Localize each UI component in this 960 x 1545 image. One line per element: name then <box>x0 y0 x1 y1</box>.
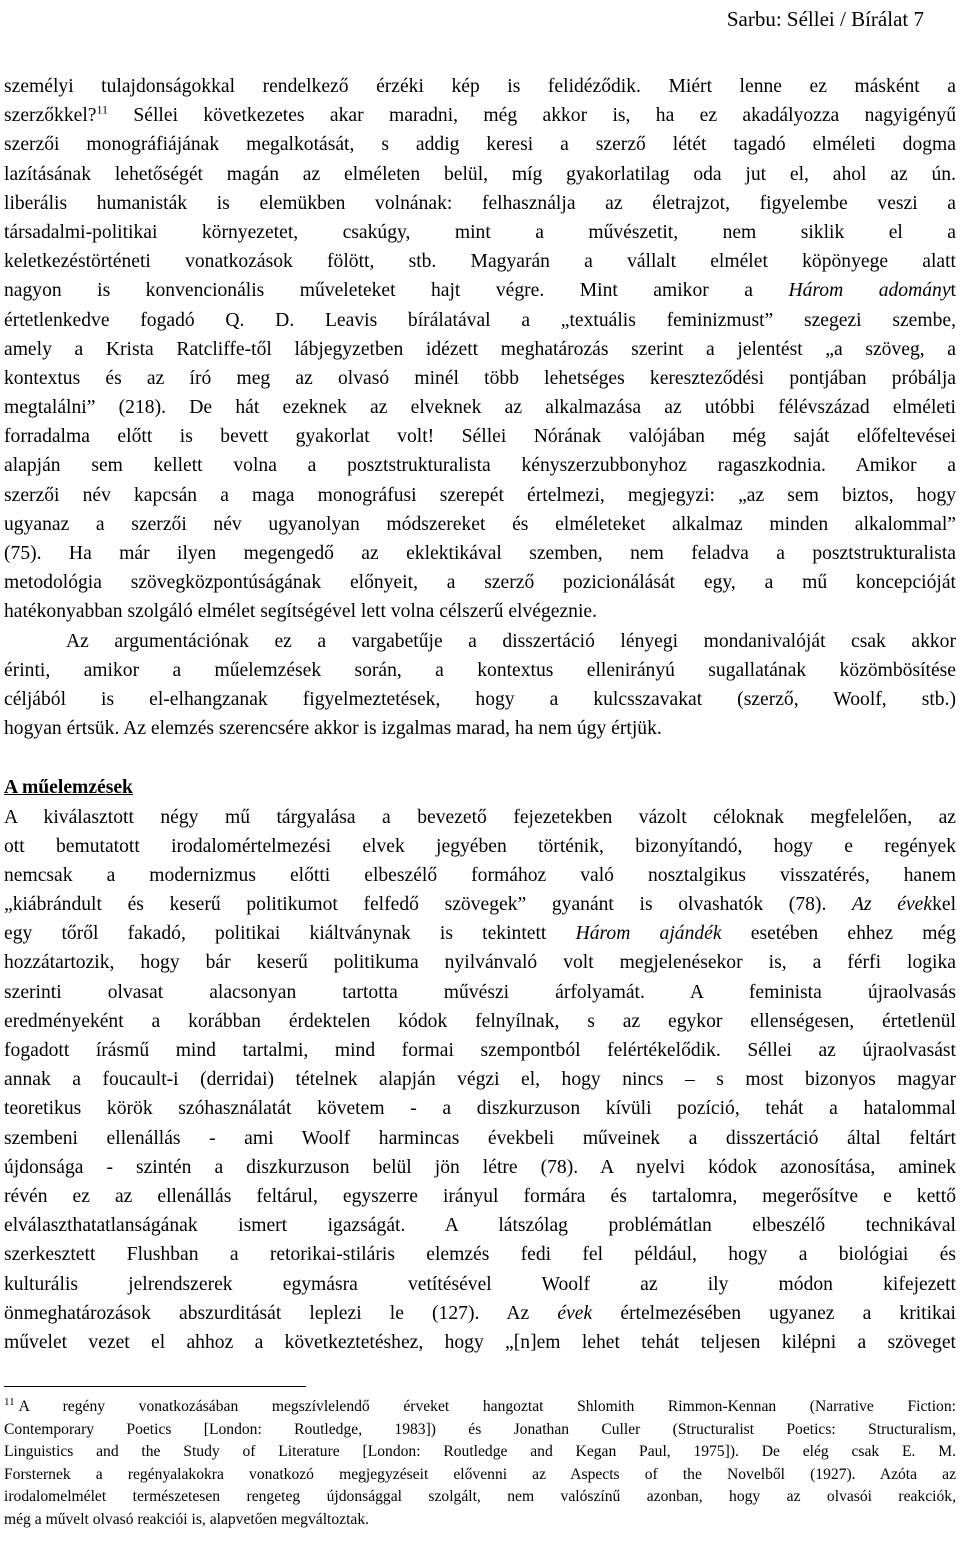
text-line: annak a foucault-i (derridai) tételnek alapján végzi el, hogy nincs – s most bizonyos magyar <box>4 1069 956 1091</box>
text-line: (75). Ha már ilyen megengedő az eklektikával szemben, nem feladva a posztstrukturalista <box>4 543 956 564</box>
text-run: esetében ehhez még <box>750 923 956 945</box>
text-line: szerinti olvasat alacsonyan tartotta művészi árfolyamát. A feminista újraolvasás <box>4 981 956 1003</box>
text-line: társadalmi-politikai környezetet, csakúgy, mint a művészetit, nem siklik el a <box>4 221 956 243</box>
paragraph <box>4 627 956 744</box>
text-line: hogyan értsük. Az elemzés szerencsére akkor is izgalmas marad, ha nem úgy értjük. <box>4 718 662 740</box>
text-line: amely a Krista Ratcliffe-től lábjegyzetben idézett meghatározás szerint a jelentést „a szöveg, a <box>4 338 956 360</box>
text-line: révén ez az ellenállás feltárul, egyszerre irányul formára és tartalomra, megerősítve e kettő <box>4 1185 956 1207</box>
text-run: A regény vonatkozásában megszívlelendő érveket hangoztat Shlomith Rimmon-Kennan (Narrative Fiction: <box>18 1398 956 1415</box>
text-line: fogadott írásmű mind tartalmi, mind formai szempontból felértékelődik. Séllei az újraolvasást <box>4 1040 956 1061</box>
text-line: szerzői monográfiájának megalkotását, s addig keresi a szerző létét tagadó elméleti dogma <box>4 134 956 156</box>
footnote-line: még a művelt olvasó reakciói is, alapvetően megváltoztak. <box>4 1510 370 1528</box>
running-header: Sarbu: Séllei / Bírálat 7 <box>726 7 924 31</box>
text-line: céljából is el-elhangzanak figyelmeztetések, hogy a kulcsszavakat (szerző, Woolf, stb.) <box>4 688 956 710</box>
footnote-line: Linguistics and the Study of Literature [London: Routledge and Kegan Paul, 1975]). De elég csak E. M. <box>4 1443 956 1461</box>
text-line: metodológia szövegközpontúságának előnyeit, a szerző pozicionálását egy, a mű koncepcióját <box>4 572 956 594</box>
text-run: kel <box>932 894 956 916</box>
paragraph <box>4 803 956 1358</box>
footnote-line: irodalomelmélet természetesen rengeteg újdonsággal szolgált, nem valószínű azonban, hogy az olvasói reakciók, <box>4 1488 956 1506</box>
book-title: Az évek <box>852 894 933 916</box>
text-line: kulturális jelrendszerek egymásra vetítésével Woolf az ily módon kifejezett <box>4 1273 956 1295</box>
footnote <box>4 1396 956 1532</box>
book-title: évek <box>557 1302 593 1324</box>
text-line: ott bemutatott irodalomértelmezési elvek jegyében történik, bizonyítandó, hogy e regények <box>4 835 956 857</box>
text-line: művelet vezet el ahhoz a következtetéshez, hogy „[n]em lehet tehát teljesen kilépni a szöveget <box>4 1331 956 1353</box>
text-run: t <box>950 280 956 302</box>
text-line <box>4 1299 956 1328</box>
text-line: szembeni ellenállás - ami Woolf harmincas évekbeli műveinek a disszertáció által feltárt <box>4 1127 956 1149</box>
text-line: érinti, amikor a műelemzések során, a kontextus ellenirányú sugallatának közömbösítése <box>4 659 956 681</box>
text-line: hatékonyabban szolgáló elmélet segítségével lett volna célszerű elvégeznie. <box>4 601 598 623</box>
text-line <box>4 890 956 919</box>
footnote-separator <box>4 1386 306 1387</box>
text-line <box>4 101 956 130</box>
section-heading: A műelemzések <box>4 777 133 799</box>
book-title: Három adomány <box>788 280 951 302</box>
text-run: értelmezésében ugyanez a kritikai <box>620 1302 956 1324</box>
book-title: Három ajándék <box>575 923 722 945</box>
text-line: alapján sem kellett volna a posztstrukturalista kényszerzubbonyhoz ragaszkodnia. Amikor a <box>4 455 956 477</box>
text-line: forradalma előtt is bevett gyakorlat volt! Séllei Nórának valójában még saját előfeltevései <box>4 426 956 448</box>
text-line: ugyanaz a szerzői név ugyanolyan módszereket és elméleteket alkalmaz minden alkalommal” <box>4 513 956 535</box>
text-line: teoretikus körök szóhasználatát követem - a diszkurzuson kívüli pozíció, tehát a hatalommal <box>4 1098 956 1120</box>
text-line <box>4 919 956 948</box>
text-line: A kiválasztott négy mű tárgyalása a bevezető fejezetekben vázolt céloknak megfelelően, az <box>4 806 956 828</box>
footnote-line: Contemporary Poetics [London: Routledge, 1983]) és Jonathan Culler (Structuralist Poetics: Structuralism, <box>4 1420 956 1438</box>
text-run: önmeghatározások abszurditását leplezi le (127). Az <box>4 1302 530 1324</box>
text-line: személyi tulajdonságokkal rendelkező érzéki kép is felidéződik. Miért lenne ez másként a <box>4 76 956 97</box>
text-line: szerzői név kapcsán a maga monográfusi szerepét értelmezi, megjegyzi: „az sem biztos, hogy <box>4 484 956 506</box>
text-line: kontextus és az író meg az olvasó minél több lehetséges kereszteződési pontjában próbálja <box>4 367 956 389</box>
text-run: Séllei következetes akar maradni, még akkor is, ha ez akadályozza nagyigényű <box>133 105 956 127</box>
paragraph <box>4 72 956 627</box>
text-line: keletkezéstörténeti vonatkozások fölött, stb. Magyarán a vállalt elmélet köpönyege alatt <box>4 251 956 273</box>
text-line <box>4 276 956 305</box>
text-line: hozzátartozik, hogy bár keserű politikuma nyilvánvaló volt megjelenésekor is, a férfi logika <box>4 952 956 974</box>
text-line: szerkesztett Flushban a retorikai-stiláris elemzés fedi fel például, hogy a biológiai és <box>4 1244 956 1266</box>
footnote-reference[interactable]: 11 <box>96 102 109 117</box>
text-line: újdonsága - szintén a diszkurzuson belül jön létre (78). A nyelvi kódok azonosítása, aminek <box>4 1156 956 1178</box>
body-text <box>4 72 956 1357</box>
footnote-marker: 11 <box>4 1396 15 1408</box>
text-run: egy tőről fakadó, politikai kiáltványnak is tekintett <box>4 923 547 945</box>
text-line: liberális humanisták is elemükben volnának: felhasználja az életrajzot, figyelembe veszi a <box>4 192 956 214</box>
text-line: megtalálni” (218). De hát ezeknek az elveknek az alkalmazása az utóbbi félévszázad elméleti <box>4 397 956 419</box>
footnote-line: Forsternek a regényalakokra vonatkozó megjegyzéseit elővenni az Aspects of the Novelből (1927). Azóta az <box>4 1465 956 1483</box>
text-line: értetlenkedve fogadó Q. D. Leavis bírálatával a „textuális feminizmust” szegezi szembe, <box>4 309 956 331</box>
text-run: nagyon is konvencionális műveleteket hajt végre. Mint amikor a <box>4 280 753 302</box>
text-run: „kiábrándult és keserű politikumot felfedő szövegek” gyanánt is olvashatók (78). <box>4 894 827 916</box>
text-line: nemcsak a modernizmus előtti elbeszélő formához való nosztalgikus visszatérés, hanem <box>4 864 956 886</box>
text-run: szerzőkkel? <box>4 105 97 127</box>
text-line: eredményeként a korábban érdektelen kódok felnyílnak, s az egykor ellenségesen, értetlenül <box>4 1010 956 1032</box>
text-line: lazításának lehetőségét magán az elméleten belül, míg gyakorlatilag oda jut el, ahol az ún. <box>4 163 956 185</box>
text-line: elválaszthatatlanságának ismert igazságát. A látszólag problémátlan elbeszélő technikával <box>4 1215 956 1237</box>
footnote-line <box>4 1396 956 1419</box>
text-line: Az argumentációnak ez a vargabetűje a disszertáció lényegi mondanivalóját csak akkor <box>66 630 956 652</box>
